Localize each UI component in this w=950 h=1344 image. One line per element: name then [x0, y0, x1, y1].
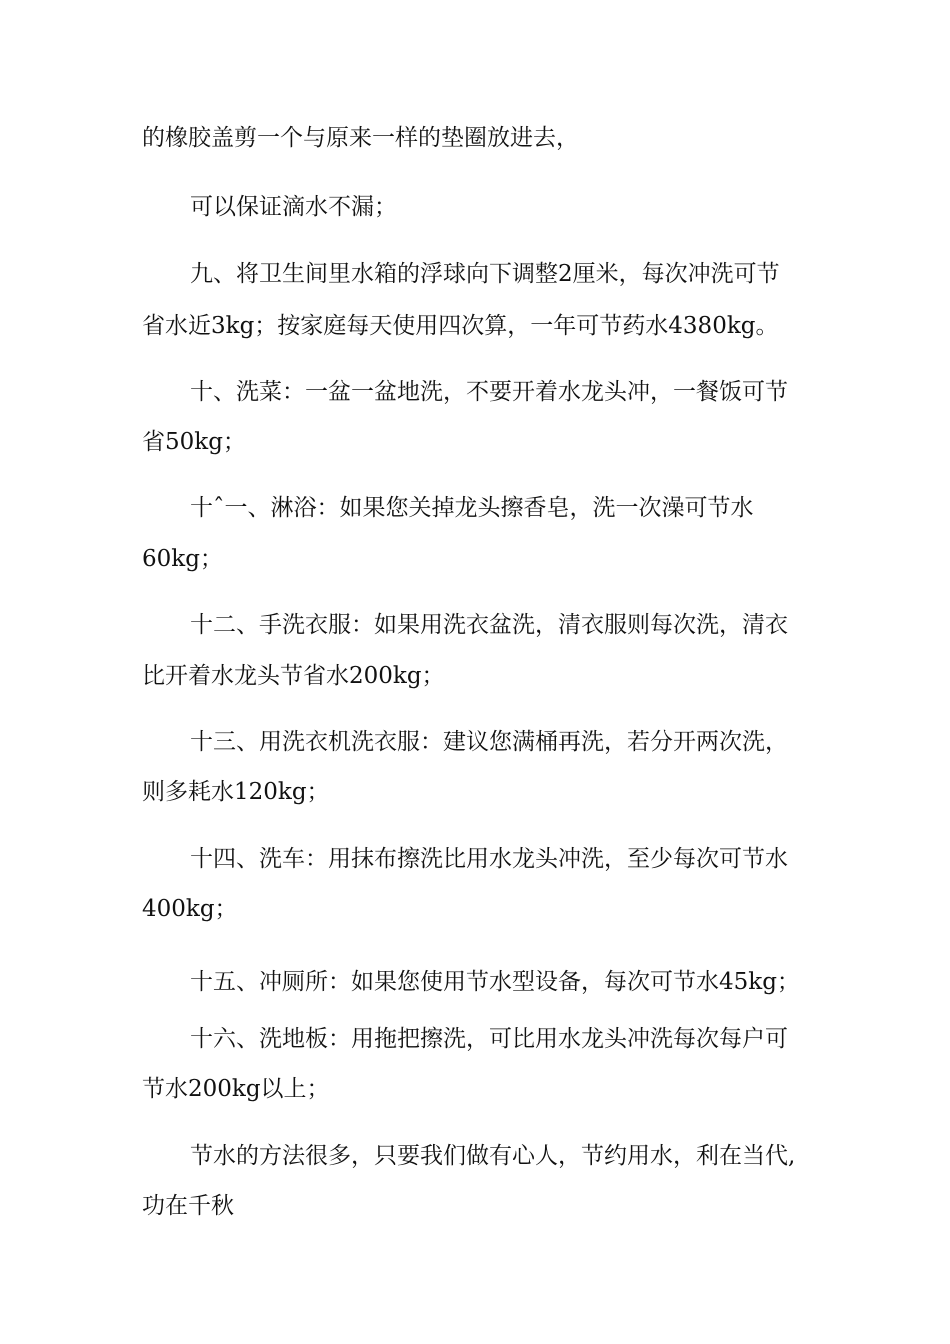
text-line: 则多耗水120kg； [142, 779, 330, 805]
text-line: 九、将卫生间里水箱的浮球向下调整2厘米，每次冲洗可节 [190, 261, 780, 287]
text-line: 十五、冲厕所：如果您使用节水型设备，每次可节水45kg； [190, 969, 800, 995]
text-line: 省50kg； [142, 429, 246, 455]
text-line: 可以保证滴水不漏； [190, 194, 397, 220]
text-line: 十ˆ一、淋浴：如果您关掉龙头擦香皂，洗一次澡可节水 [190, 495, 754, 521]
text-line: 400kg； [142, 896, 238, 922]
text-line: 十二、手洗衣服：如果用洗衣盆洗，清衣服则每次洗，清衣 [190, 612, 788, 638]
text-line: 功在千秋 [142, 1193, 234, 1219]
text-line: 十三、用洗衣机洗衣服：建议您满桶再洗，若分开两次洗， [190, 729, 788, 755]
text-line: 省水近3kg；按家庭每天使用四次算，一年可节药水4380kg。 [142, 313, 779, 339]
text-line: 60kg； [142, 546, 223, 572]
text-line: 节水的方法很多，只要我们做有心人，节约用水，利在当代, [190, 1143, 796, 1169]
text-line: 十六、洗地板：用拖把擦洗，可比用水龙头冲洗每次每户可 [190, 1026, 788, 1052]
text-line: 节水200kg以上； [142, 1076, 330, 1102]
text-line: 比开着水龙头节省水200kg； [142, 663, 445, 689]
text-line: 的橡胶盖剪一个与原来一样的垫圈放进去， [142, 125, 579, 151]
text-line: 十四、洗车：用抹布擦洗比用水龙头冲洗，至少每次可节水 [190, 846, 788, 872]
text-line: 十、洗菜：一盆一盆地洗，不要开着水龙头冲，一餐饭可节 [190, 379, 788, 405]
